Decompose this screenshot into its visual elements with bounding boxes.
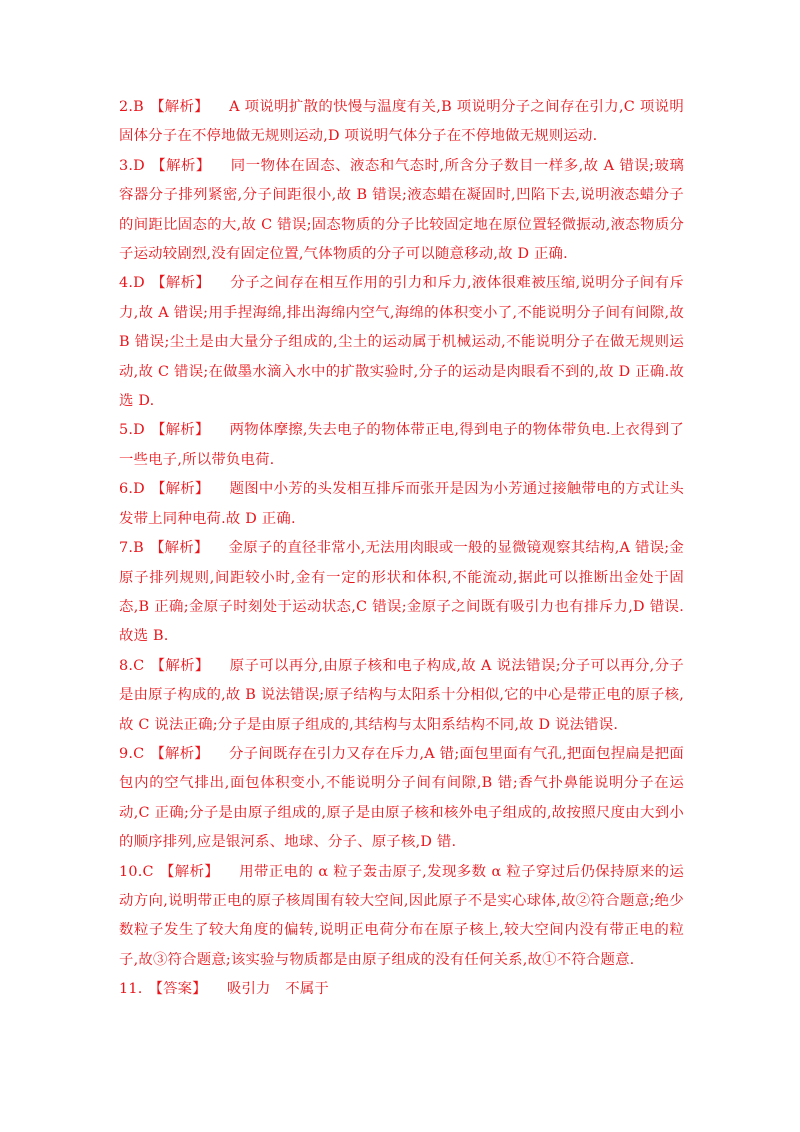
question-number: 5.D (119, 422, 145, 439)
question-number: 9.C (119, 745, 145, 762)
answer-text: 吸引力 不属于 (226, 981, 330, 998)
question-number: 11. (119, 981, 143, 998)
answer-item (119, 152, 684, 270)
analysis-tag: 【解析】 (149, 540, 209, 557)
answer-item (119, 652, 684, 740)
analysis-tag: 【解析】 (150, 275, 211, 292)
question-number: 6.D (119, 481, 145, 498)
question-number: 4.D (119, 275, 145, 292)
answer-tag: 【答案】 (148, 981, 207, 998)
answer-text: 用带正电的 α 粒子轰击原子,发现多数 α 粒子穿过后仍保持原来的运动方向,说明带正电的原子核周围有较大空间,因此原子不是实心球体,故②符合题意;绝少数粒子发生了较大角度的偏转,说明正电荷分布在原子核上,较大空间内没有带正电的粒子,故③符合题意;该实验与物质都是由原子组成的没有任何关系,故①不符合题意. (119, 863, 684, 968)
analysis-tag: 【解析】 (150, 745, 210, 762)
answer-item (119, 269, 684, 416)
answer-item (119, 975, 684, 1004)
analysis-tag: 【解析】 (149, 99, 210, 115)
question-number: 8.C (119, 657, 145, 674)
answer-list (119, 93, 684, 1005)
answer-text: A 项说明扩散的快慢与温度有关,B 项说明分子之间存在引力,C 项说明固体分子在不停地做无规则运动,D 项说明气体分子在不停地做无规则运动. (119, 99, 684, 145)
answer-item (119, 416, 684, 475)
question-number: 10.C (119, 863, 154, 880)
answer-item (119, 740, 684, 858)
analysis-tag: 【解析】 (150, 157, 211, 174)
answer-item (119, 858, 684, 976)
answer-text: 金原子的直径非常小,无法用肉眼或一般的显微镜观察其结构,A 错误;金原子排列规则,间距较小时,金有一定的形状和体积,不能流动,据此可以推断出金处于固态,B 正确;金原子时刻处于运动状态,C 错误;金原子之间既有吸引力也有排斥力,D 错误.故选 B. (119, 540, 684, 645)
answer-item (119, 475, 684, 534)
analysis-tag: 【解析】 (150, 422, 210, 439)
answer-text: 分子之间存在相互作用的引力和斥力,液体很难被压缩,说明分子间有斥力,故 A 错误;用手捏海绵,排出海绵内空气,海绵的体积变小了,不能说明分子间有间隙,故 B 错误;尘土是由大量分子组成的,尘土的运动属于机械运动,不能说明分子在做无规则运动,故 C 错误;在做墨水滴入水中的扩散实验时,分子的运动是肉眼看不到的,故 D 正确.故选 D. (119, 275, 684, 410)
analysis-tag: 【解析】 (150, 657, 210, 674)
analysis-tag: 【解析】 (150, 481, 210, 498)
answer-text: 原子可以再分,由原子核和电子构成,故 A 说法错误;分子可以再分,分子是由原子构成的,故 B 说法错误;原子结构与太阳系十分相似,它的中心是带正电的原子核,故 C 说法正确;分子是由原子组成的,其结构与太阳系结构不同,故 D 说法错误. (119, 657, 684, 733)
answer-text: 同一物体在固态、液态和气态时,所含分子数目一样多,故 A 错误;玻璃容器分子排列紧密,分子间距很小,故 B 错误;液态蜡在凝固时,凹陷下去,说明液态蜡分子的间距比固态的大,故 C 错误;固态物质的分子比较固定地在原位置轻微振动,液态物质分子运动较剧烈,没有固定位置,气体物质的分子可以随意移动,故 D 正确. (119, 157, 684, 263)
answer-item (119, 93, 684, 152)
question-number: 7.B (119, 540, 144, 557)
answer-text: 题图中小芳的头发相互排斥而张开是因为小芳通过接触带电的方式让头发带上同种电荷.故 D 正确. (119, 481, 684, 527)
question-number: 3.D (119, 157, 145, 174)
answer-item (119, 534, 684, 652)
answer-text: 两物体摩擦,失去电子的物体带正电,得到电子的物体带负电.上衣得到了一些电子,所以带负电荷. (119, 422, 684, 468)
question-number: 2.B (119, 99, 144, 115)
analysis-tag: 【解析】 (159, 863, 220, 880)
answer-text: 分子间既存在引力又存在斥力,A 错;面包里面有气孔,把面包捏扁是把面包内的空气排出,面包体积变小,不能说明分子间有间隙,B 错;香气扑鼻能说明分子在运动,C 正确;分子是由原子组成的,原子是由原子核和核外电子组成的,故按照尺度由大到小的顺序排列,应是银河系、地球、分子、原子核,D 错. (119, 745, 684, 851)
